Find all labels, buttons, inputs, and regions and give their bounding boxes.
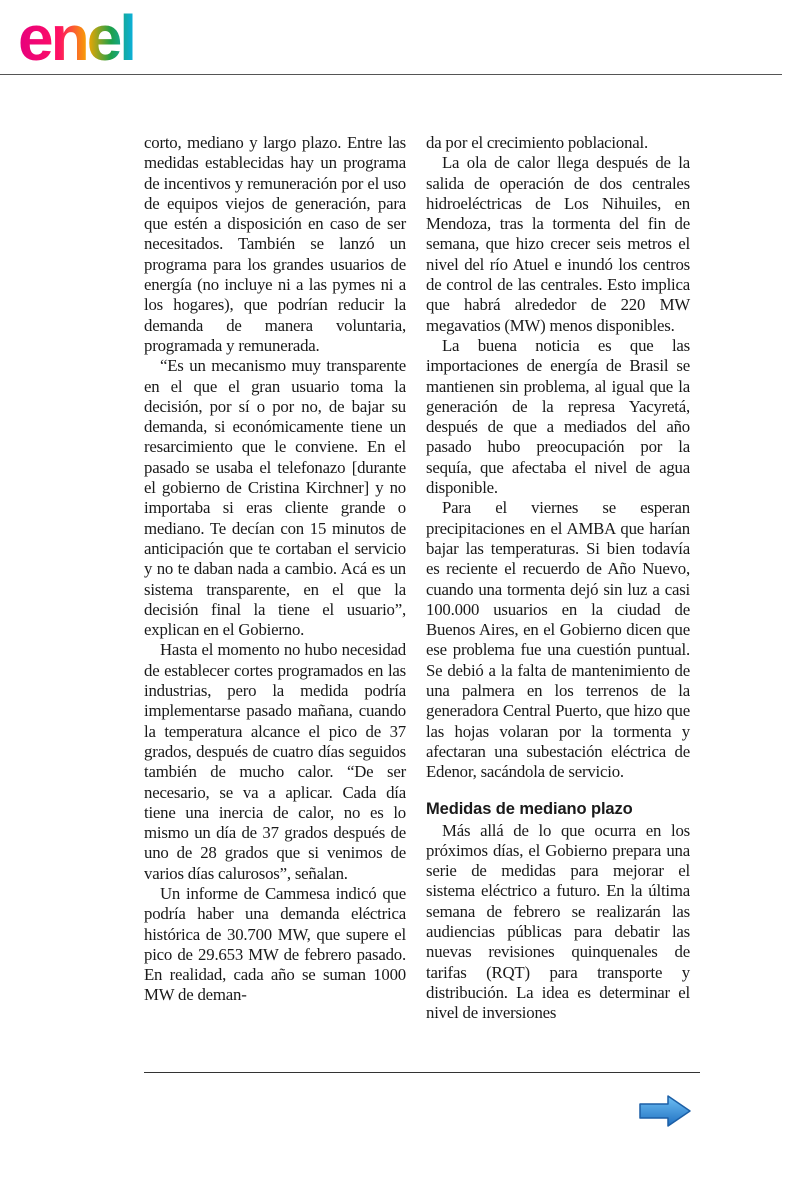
article-column-right [426, 133, 690, 1023]
article-paragraph: da por el crecimiento poblacional. [426, 133, 648, 152]
page-header [0, 0, 800, 80]
section-subheading: Medidas de mediano plazo [426, 799, 633, 818]
article-paragraph: “Es un mecanismo muy transparente en el que el gran usuario toma la decisión, por sí o por no, de bajar su demanda, si económicamente tiene un resarcimiento que le conviene. En el pasado se usaba el telefonazo [durante el gobierno de Cristina Kirchner] y no importaba si eras cliente grande o mediano. Te decían con 15 minutos de anticipación que te cortaban el servicio y no te daban nada a cambio. Acá es un sistema transparente, en el que la decisión final la tiene el usuario”, explican en el Gobierno. [144, 356, 406, 640]
svg-text:enel: enel [18, 8, 135, 70]
article-paragraph: Hasta el momento no hubo necesidad de establecer cortes programados en las industrias, pero la medida podría implementarse pasado mañana, cuando la temperatura alcance el pico de 37 grados, después de cuatro días seguidos también de mucho calor. “De ser necesario, se va a aplicar. Cada día tiene una inercia de calor, no es lo mismo un día de 37 grados después de uno de 28 grados que si venimos de varios días calurosos”, señalan. [144, 640, 406, 883]
article-paragraph: corto, mediano y largo plazo. Entre las medidas establecidas hay un programa de incentivos y remuneración por el uso de equipos viejos de generación, para que estén a disposición en caso de ser necesitados. También se lanzó un programa para los grandes usuarios de energía (no incluye ni a las pymes ni a los hogares), que podrían reducir la demanda de manera voluntaria, programada y remunerada. [144, 133, 406, 355]
article-paragraph: Un informe de Cammesa indicó que podría haber una demanda eléctrica histórica de 30.700 MW, que supere el pico de 29.653 MW de febrero pasado. En realidad, cada año se suman 1000 MW de deman- [144, 883, 406, 1005]
article-paragraph: La buena noticia es que las importaciones de energía de Brasil se mantienen sin problema, al igual que la generación de la represa Yacyretá, después de que a mediados del año pasado hubo preocupación por la sequía, que afectaba el nivel de agua disponible. [426, 335, 690, 498]
article-column-left [144, 133, 406, 1006]
article-paragraph: Para el viernes se esperan precipitaciones en el AMBA que harían bajar las temperaturas. Si bien todavía es reciente el recuerdo de Año Nuevo, cuando una tormenta dejó sin luz a casi 100.000 usuarios en la ciudad de Buenos Aires, en el Gobierno dicen que ese problema fue una cuestión puntual. Se debió a la falta de mantenimiento de una palmera en los terrenos de la generadora Central Puerto, que hizo que las hojas volaran por la tormenta y afectaran una subestación eléctrica de Edenor, sacándola de servicio. [426, 498, 690, 782]
article-paragraph: La ola de calor llega después de la salida de operación de dos centrales hidroeléctricas de Los Nihuiles, en Mendoza, tras la tormenta del fin de semana, que hizo crecer seis metros el nivel del río Atuel e inundó los centros de control de las centrales. Esto implica que habrá alrededor de 220 MW megavatios (MW) menos disponibles. [426, 153, 690, 335]
enel-logo [18, 8, 168, 70]
article-paragraph: Más allá de lo que ocurra en los próximos días, el Gobierno prepara una serie de medidas para mejorar el sistema eléctrico a futuro. En la última semana de febrero se realizarán las audiencias públicas para debatir las nuevas revisiones quinquenales de tarifas (RQT) para transporte y distribución. La idea es determinar el nivel de inversiones [426, 820, 690, 1023]
right-arrow-icon[interactable] [638, 1094, 692, 1128]
header-divider [0, 74, 782, 75]
footer-divider [144, 1072, 700, 1073]
